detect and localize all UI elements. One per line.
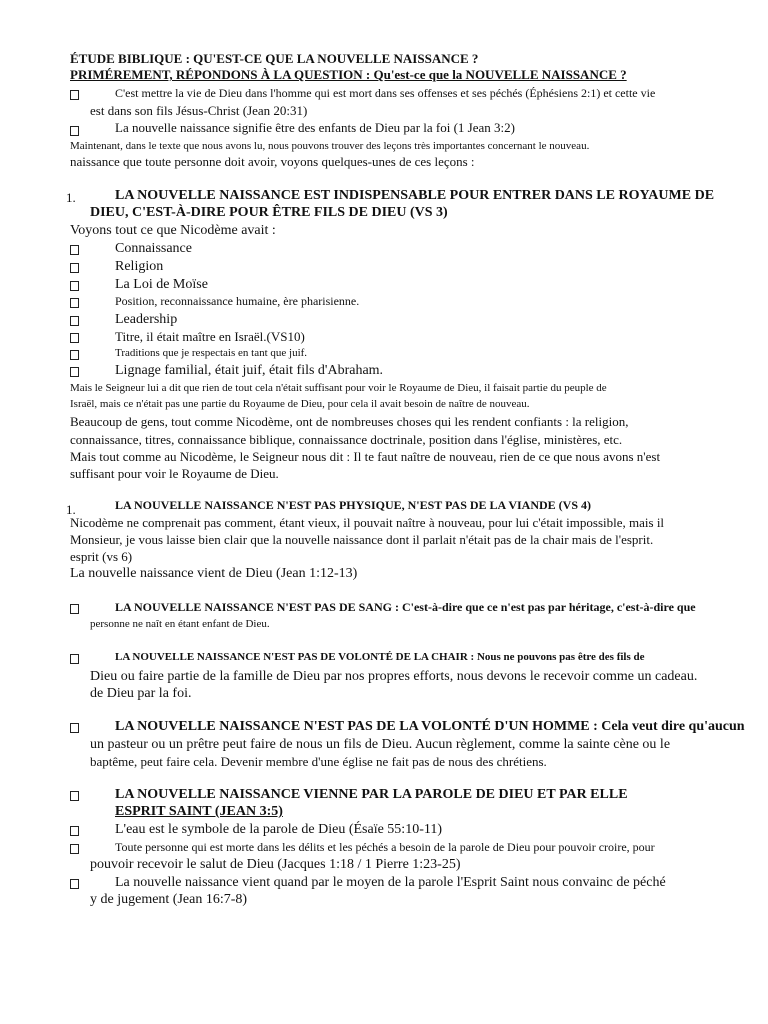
bullet-box-icon [70, 604, 79, 614]
section-2-paragraph-line3: esprit (vs 6) [70, 549, 133, 564]
bullet-box-icon [70, 367, 79, 377]
section-6-title-line2: ESPRIT SAINT (JEAN 3:5) [115, 804, 283, 819]
list-item: Position, reconnaissance humaine, ère pharisienne. [115, 294, 360, 308]
section-6-title-line1: LA NOUVELLE NAISSANCE VIENNE PAR LA PAROLE DE DIEU ET PAR ELLE [115, 787, 628, 802]
section-1-paragraph-2-line4: suffisant pour voir le Royaume de Dieu. [70, 466, 279, 481]
section-2-paragraph-line4: La nouvelle naissance vient de Dieu (Jean 1:12-13) [70, 566, 358, 581]
section-6-bullet-1: L'eau est le symbole de la parole de Dieu (Ésaïe 55:10-11) [115, 822, 442, 837]
section-1-paragraph-2-line1: Beaucoup de gens, tout comme Nicodème, ont de nombreuses choses qui les rendent confiants : la religion, [70, 414, 629, 429]
bullet-box-icon [70, 723, 79, 733]
section-6-bullet-3-line2: y de jugement (Jean 16:7-8) [90, 892, 248, 907]
bullet-box-icon [70, 316, 79, 326]
bullet-box-icon [70, 245, 79, 255]
section-1-paragraph-1-line2: Israël, mais ce n'était pas une partie du Royaume de Dieu, pour cela il avait besoin de naître de nouveau. [70, 398, 530, 410]
list-item: Religion [115, 259, 164, 274]
bullet-box-icon [70, 263, 79, 273]
doc-subtitle: PRIMÉREMENT, RÉPONDONS À LA QUESTION : Qu'est-ce que la NOUVELLE NAISSANCE ? [70, 67, 627, 82]
bullet-box-icon [70, 281, 79, 291]
bullet-box-icon [70, 126, 79, 136]
section-2-paragraph-line1: Nicodème ne comprenait pas comment, étant vieux, il pouvait naître à nouveau, pour lui c'était impossible, mais il [70, 515, 665, 530]
list-item: Titre, il était maître en Israël.(VS10) [115, 329, 305, 344]
list-item: Lignage familial, était juif, était fils d'Abraham. [115, 363, 384, 378]
section-5-line3: baptême, peut faire cela. Devenir membre d'une église ne fait pas de nous des chrétiens. [90, 754, 547, 769]
section-4-line3: de Dieu par la foi. [90, 686, 192, 701]
intro-bullet-2: La nouvelle naissance signifie être des enfants de Dieu par la foi (1 Jean 3:2) [115, 120, 515, 135]
section-1-paragraph-1-line1: Mais le Seigneur lui a dit que rien de tout cela n'était suffisant pour voir le Royaume de Dieu, il faisait partie du peuple de [70, 382, 607, 394]
section-1-title-line1: LA NOUVELLE NAISSANCE EST INDISPENSABLE POUR ENTRER DANS LE ROYAUME DE [115, 188, 715, 203]
section-1-title-line2: DIEU, C'EST-À-DIRE POUR ÊTRE FILS DE DIEU (VS 3) [90, 205, 448, 220]
section-2-title: LA NOUVELLE NAISSANCE N'EST PAS PHYSIQUE, N'EST PAS DE LA VIANDE (VS 4) [115, 498, 592, 512]
doc-title: ÉTUDE BIBLIQUE : QU'EST-CE QUE LA NOUVELLE NAISSANCE ? [70, 51, 479, 66]
bullet-box-icon [70, 90, 79, 100]
intro-bullet-1-line2: est dans son fils Jésus-Christ (Jean 20:31) [90, 103, 308, 118]
section-6-bullet-2-line1: Toute personne qui est morte dans les délits et les péchés a besoin de la parole de Dieu pour pouvoir croire, pour [115, 840, 655, 854]
list-item: Connaissance [115, 241, 192, 256]
list-item: Traditions que je respectais en tant que juif. [115, 347, 308, 359]
section-1-number: 1. [66, 190, 76, 205]
bullet-box-icon [70, 826, 79, 836]
bullet-box-icon [70, 350, 79, 360]
section-3-line2: personne ne naît en étant enfant de Dieu. [90, 618, 270, 630]
section-2-paragraph-line2: Monsieur, je vous laisse bien clair que la nouvelle naissance dont il parlait n'était pas de la chair mais de l'esprit. [70, 532, 654, 547]
bullet-box-icon [70, 844, 79, 854]
section-4-title: LA NOUVELLE NAISSANCE N'EST PAS DE VOLONTÉ DE LA CHAIR : Nous ne pouvons pas être des fils de [115, 651, 645, 663]
bullet-box-icon [70, 791, 79, 801]
section-5-line2: un pasteur ou un prêtre peut faire de nous un fils de Dieu. Aucun règlement, comme la sainte cène ou le [90, 737, 671, 752]
bullet-box-icon [70, 654, 79, 664]
section-6-bullet-2-line2: pouvoir recevoir le salut de Dieu (Jacques 1:18 / 1 Pierre 1:23-25) [90, 857, 461, 872]
intro-paragraph-2: naissance que toute personne doit avoir, voyons quelques-unes de ces leçons : [70, 154, 475, 169]
section-1-lead: Voyons tout ce que Nicodème avait : [70, 223, 276, 238]
section-1-paragraph-2-line2: connaissance, titres, connaissance biblique, connaissance doctrinale, position dans l'église, ministères, etc. [70, 432, 623, 447]
section-2-number: 1. [66, 502, 76, 517]
bullet-box-icon [70, 333, 79, 343]
section-3-title: LA NOUVELLE NAISSANCE N'EST PAS DE SANG : C'est-à-dire que ce n'est pas par héritage, c'est-à-dire que [115, 600, 696, 614]
list-item: La Loi de Moïse [115, 277, 208, 292]
bullet-box-icon [70, 879, 79, 889]
intro-bullet-1-line1: C'est mettre la vie de Dieu dans l'homme qui est mort dans ses offenses et ses péchés (Éphésiens 2:1) et cette vie [115, 86, 656, 100]
section-4-line2: Dieu ou faire partie de la famille de Dieu par nos propres efforts, nous devons le recevoir comme un cadeau. [90, 669, 698, 684]
section-5-title: LA NOUVELLE NAISSANCE N'EST PAS DE LA VOLONTÉ D'UN HOMME : Cela veut dire qu'aucun [115, 719, 745, 734]
section-6-bullet-3-line1: La nouvelle naissance vient quand par le moyen de la parole l'Esprit Saint nous convainc de péché [115, 875, 666, 890]
bullet-box-icon [70, 298, 79, 308]
list-item: Leadership [115, 312, 178, 327]
section-1-paragraph-2-line3: Mais tout comme au Nicodème, le Seigneur nous dit : Il te faut naître de nouveau, rien de ce que nous avons n'est [70, 449, 661, 464]
intro-paragraph-1: Maintenant, dans le texte que nous avons lu, nous pouvons trouver des leçons très importantes concernant le nouveau. [70, 140, 590, 152]
